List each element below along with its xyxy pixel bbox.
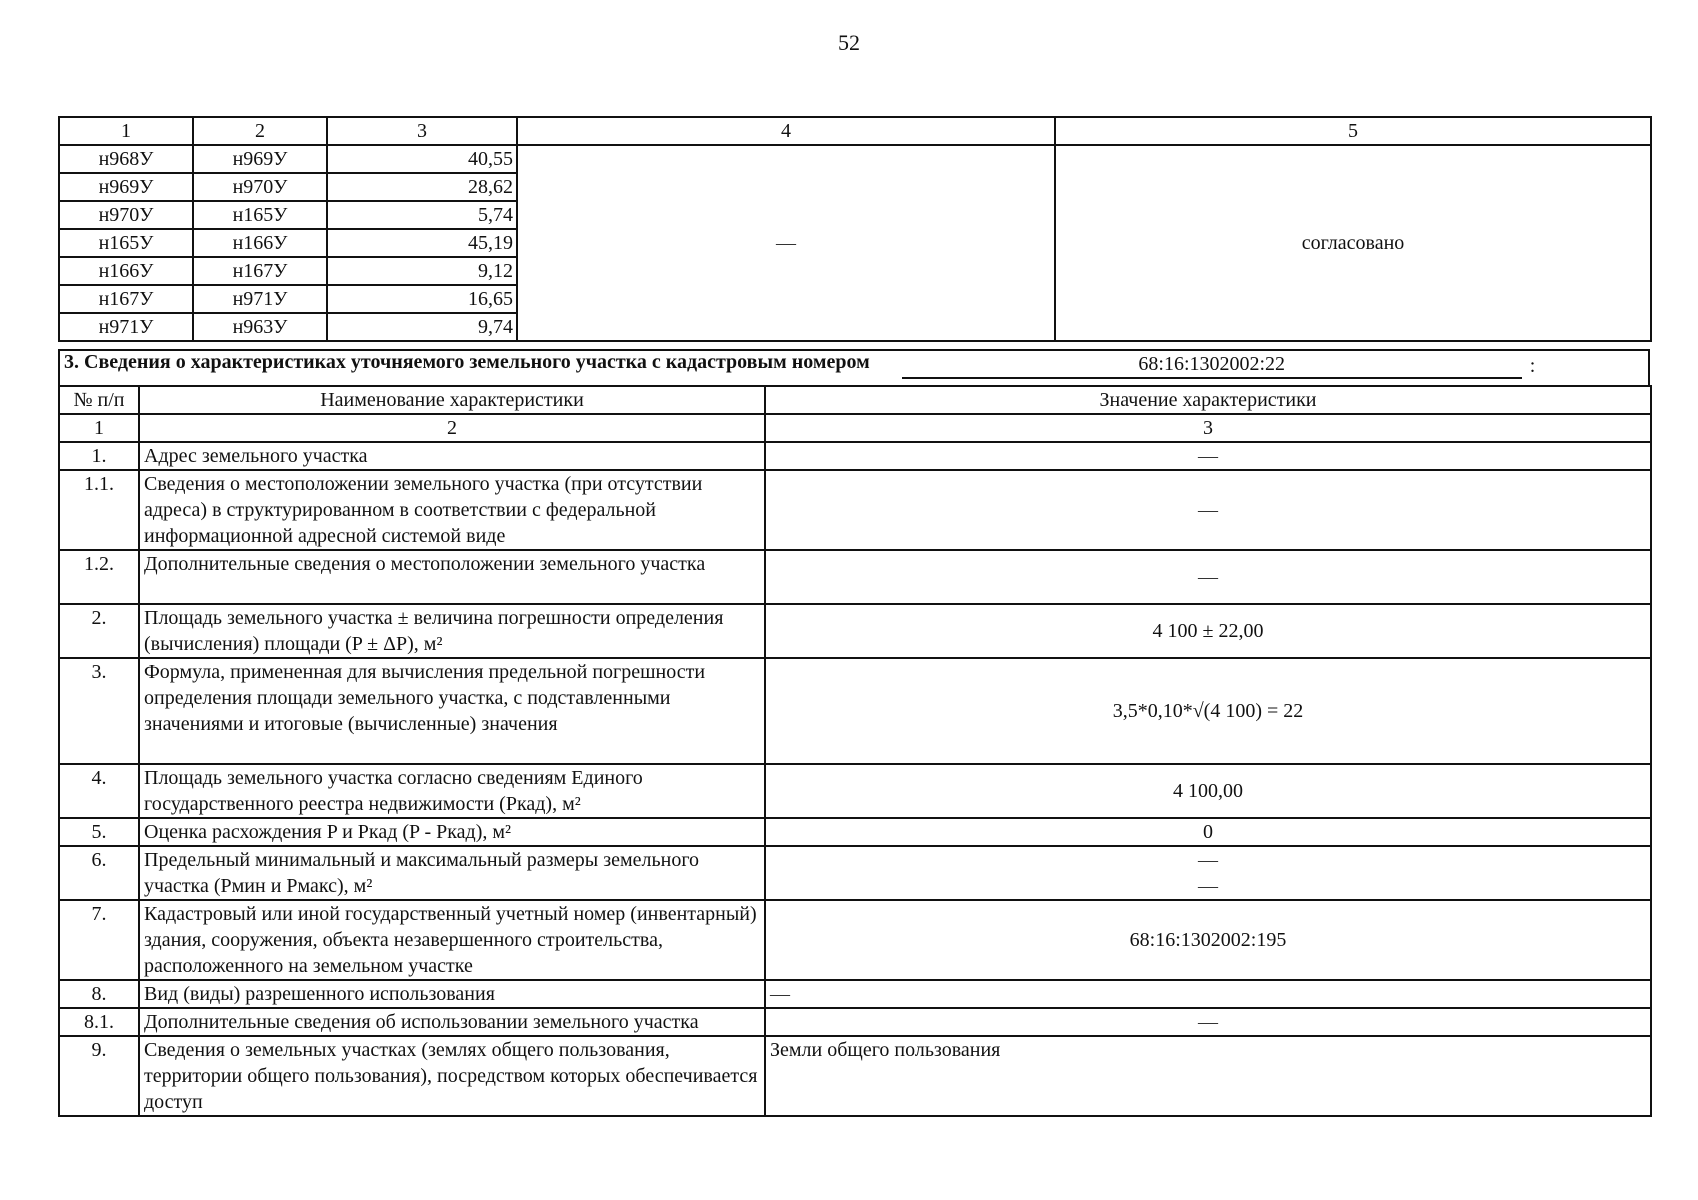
segment-length: 45,19 xyxy=(327,229,517,257)
point-from: н971У xyxy=(59,313,193,341)
point-to: н971У xyxy=(193,285,327,313)
characteristic-name: Предельный минимальный и максимальный размеры земельного участка (Pмин и Pмакс), м² xyxy=(139,846,765,900)
page-number: 52 xyxy=(838,30,860,55)
point-from: н970У xyxy=(59,201,193,229)
table-row xyxy=(59,980,1651,1008)
characteristic-value: 0 xyxy=(765,818,1651,846)
table-row xyxy=(59,846,1651,900)
point-from: н166У xyxy=(59,257,193,285)
row-number: 4. xyxy=(59,764,139,818)
colon: : xyxy=(1529,355,1536,377)
header-col-2: 2 xyxy=(193,117,327,145)
table-row xyxy=(59,442,1651,470)
index-col-1: 1 xyxy=(59,414,139,442)
table-header-row xyxy=(59,386,1651,414)
characteristic-name: Формула, примененная для вычисления предельной погрешности определения площади земельного участка, с подставленными значениями и итоговые (вычисленные) значения xyxy=(139,658,765,764)
index-col-2: 2 xyxy=(139,414,765,442)
table-row xyxy=(59,1008,1651,1036)
characteristic-name: Дополнительные сведения о местоположении земельного участка xyxy=(139,550,765,604)
row-number: 8. xyxy=(59,980,139,1008)
header-col-3: 3 xyxy=(327,117,517,145)
row-number: 1. xyxy=(59,442,139,470)
index-col-3: 3 xyxy=(765,414,1651,442)
row-number: 8.1. xyxy=(59,1008,139,1036)
section3-title: 3. Сведения о характеристиках уточняемого земельного участка с кадастровым номером xyxy=(64,351,870,373)
row-number: 1.1. xyxy=(59,470,139,550)
characteristic-value: — xyxy=(765,980,1651,1008)
header-col-5: 5 xyxy=(1055,117,1651,145)
max-size-value: — xyxy=(1198,875,1218,897)
cadastral-number: 68:16:1302002:22 xyxy=(902,351,1522,379)
characteristic-value xyxy=(765,846,1651,900)
point-to: н969У xyxy=(193,145,327,173)
characteristic-name: Сведения о земельных участках (землях общего пользования, территории общего пользования), посредством которых обеспечивается доступ xyxy=(139,1036,765,1116)
characteristic-name: Площадь земельного участка ± величина погрешности определения (вычисления) площади (P ± ΔP), м² xyxy=(139,604,765,658)
header-col-4: 4 xyxy=(517,117,1055,145)
segment-length: 28,62 xyxy=(327,173,517,201)
table-row xyxy=(59,764,1651,818)
characteristic-value: — xyxy=(765,1008,1651,1036)
row-number: 6. xyxy=(59,846,139,900)
characteristic-name: Адрес земельного участка xyxy=(139,442,765,470)
point-from: н167У xyxy=(59,285,193,313)
row-number: 9. xyxy=(59,1036,139,1116)
segment-length: 9,12 xyxy=(327,257,517,285)
row-number: 5. xyxy=(59,818,139,846)
characteristic-name: Вид (виды) разрешенного использования xyxy=(139,980,765,1008)
table-row xyxy=(59,1036,1651,1116)
characteristic-name: Площадь земельного участка согласно сведениям Единого государственного реестра недвижимости (Ркад), м² xyxy=(139,764,765,818)
characteristic-value: — xyxy=(765,550,1651,604)
segment-length: 9,74 xyxy=(327,313,517,341)
boundary-parts-table xyxy=(58,116,1652,342)
header-col-1: 1 xyxy=(59,117,193,145)
table-row xyxy=(59,604,1651,658)
row-number: 3. xyxy=(59,658,139,764)
row-number: 7. xyxy=(59,900,139,980)
characteristic-name: Дополнительные сведения об использовании земельного участка xyxy=(139,1008,765,1036)
table-row xyxy=(59,550,1651,604)
min-size-value: — xyxy=(1198,849,1218,871)
segment-length: 5,74 xyxy=(327,201,517,229)
point-from: н969У xyxy=(59,173,193,201)
table-row xyxy=(59,658,1651,764)
characteristics-table xyxy=(58,385,1652,1117)
characteristic-name: Сведения о местоположении земельного участка (при отсутствии адреса) в структурированном в соответствии с федеральной информационной адресной системой виде xyxy=(139,470,765,550)
table-header-row xyxy=(59,117,1651,145)
header-value: Значение характеристики xyxy=(765,386,1651,414)
segment-length: 40,55 xyxy=(327,145,517,173)
header-num: № п/п xyxy=(59,386,139,414)
header-name: Наименование характеристики xyxy=(139,386,765,414)
col5-value: согласовано xyxy=(1055,145,1651,341)
characteristic-value: Земли общего пользования xyxy=(765,1036,1651,1116)
point-to: н167У xyxy=(193,257,327,285)
section3-header xyxy=(58,349,1650,385)
point-to: н970У xyxy=(193,173,327,201)
characteristic-value: 3,5*0,10*√(4 100) = 22 xyxy=(765,658,1651,764)
row-number: 2. xyxy=(59,604,139,658)
characteristic-value: — xyxy=(765,470,1651,550)
characteristic-value: 4 100,00 xyxy=(765,764,1651,818)
segment-length: 16,65 xyxy=(327,285,517,313)
section3-header-cell xyxy=(59,350,1649,385)
col4-value: — xyxy=(517,145,1055,341)
point-to: н166У xyxy=(193,229,327,257)
point-to: н963У xyxy=(193,313,327,341)
table-row xyxy=(59,470,1651,550)
point-from: н968У xyxy=(59,145,193,173)
table-row xyxy=(59,818,1651,846)
characteristic-name: Оценка расхождения P и Pкад (P - Pкад), м² xyxy=(139,818,765,846)
index-row xyxy=(59,414,1651,442)
characteristic-value: 4 100 ± 22,00 xyxy=(765,604,1651,658)
characteristic-name: Кадастровый или иной государственный учетный номер (инвентарный) здания, сооружения, объекта незавершенного строительства, расположенного на земельном участке xyxy=(139,900,765,980)
characteristic-value: — xyxy=(765,442,1651,470)
row-number: 1.2. xyxy=(59,550,139,604)
table-row xyxy=(59,900,1651,980)
table-row xyxy=(59,145,1651,173)
point-from: н165У xyxy=(59,229,193,257)
characteristic-value: 68:16:1302002:195 xyxy=(765,900,1651,980)
point-to: н165У xyxy=(193,201,327,229)
